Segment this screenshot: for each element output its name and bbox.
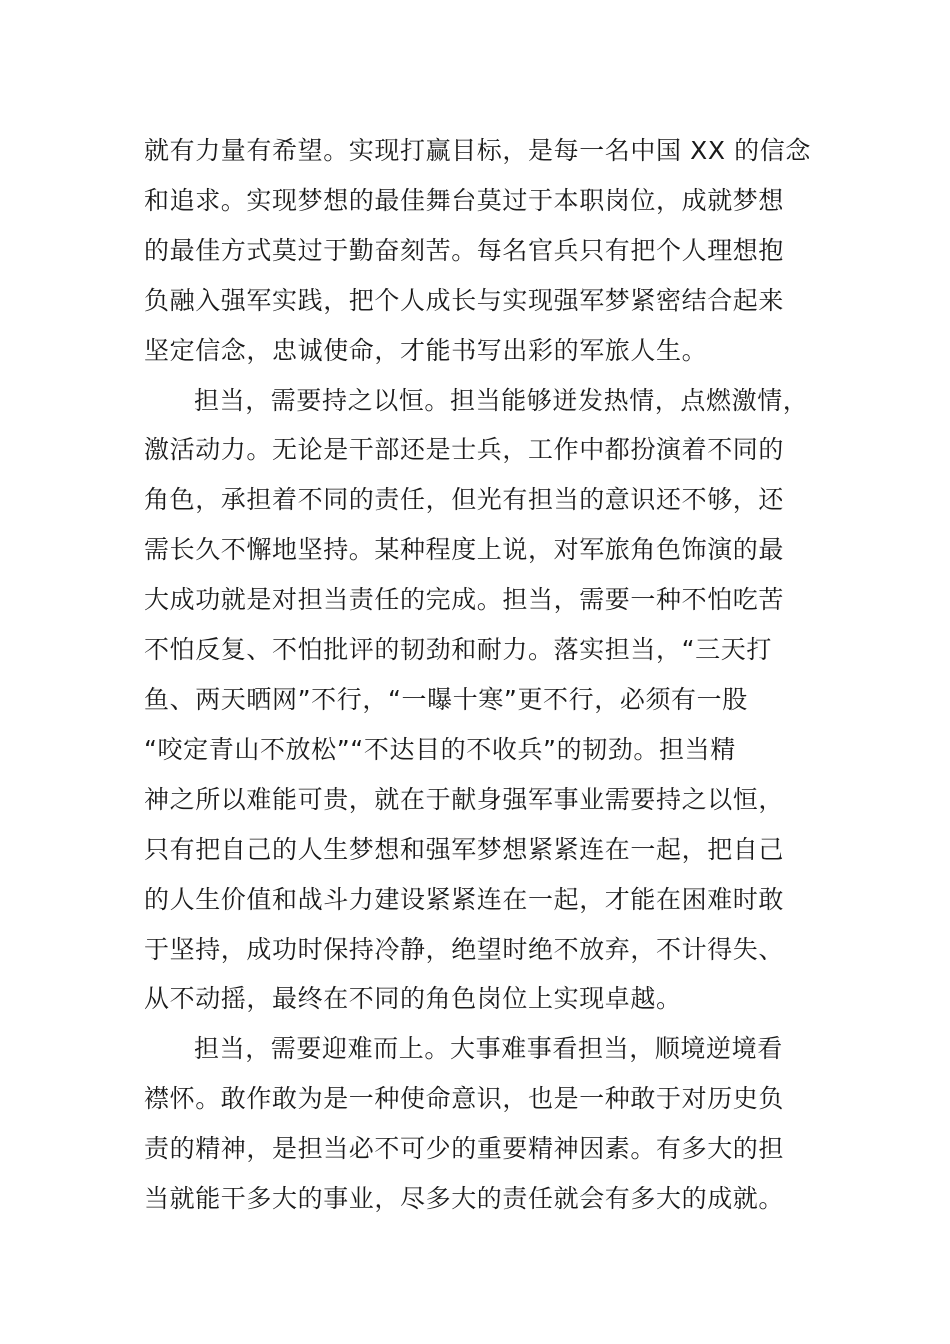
text-line: 就有力量有希望。实现打赢目标，是每一名中国 XX 的信念 (144, 136, 811, 165)
text-line: 当就能干多大的事业，尽多大的责任就会有多大的成就。 (144, 1184, 785, 1214)
text-line: 神之所以难能可贵，就在于献身强军事业需要持之以恒， (144, 784, 785, 814)
text-line: 责的精神，是担当必不可少的重要精神因素。有多大的担 (144, 1134, 785, 1164)
text-line: 鱼、两天晒网”不行，“一曝十寒”更不行，必须有一股 (144, 684, 748, 714)
paragraph-start-line: 担当，需要持之以恒。担当能够迸发热情，点燃激情， (194, 385, 809, 415)
text-line: 坚定信念，忠诚使命，才能书写出彩的军旅人生。 (144, 335, 708, 365)
text-line: 只有把自己的人生梦想和强军梦想紧紧连在一起，把自己 (144, 834, 785, 864)
text-line: 和追求。实现梦想的最佳舞台莫过于本职岗位，成就梦想 (144, 185, 785, 215)
text-line: 从不动摇，最终在不同的角色岗位上实现卓越。 (144, 984, 682, 1014)
text-line: 负融入强军实践，把个人成长与实现强军梦紧密结合起来 (144, 285, 785, 315)
text-line: 的人生价值和战斗力建设紧紧连在一起，才能在困难时敢 (144, 884, 785, 914)
body-text (144, 126, 812, 1224)
text-line: 大成功就是对担当责任的完成。担当，需要一种不怕吃苦 (144, 585, 785, 615)
text-line: 不怕反复、不怕批评的韧劲和耐力。落实担当，“三天打 (144, 635, 772, 665)
text-line: 的最佳方式莫过于勤奋刻苦。每名官兵只有把个人理想抱 (144, 235, 785, 265)
text-line: 需长久不懈地坚持。某种程度上说，对军旅角色饰演的最 (144, 535, 785, 565)
text-line: 于坚持，成功时保持冷静，绝望时绝不放弃，不计得失、 (144, 934, 785, 964)
text-line: 襟怀。敢作敢为是一种使命意识，也是一种敢于对历史负 (144, 1084, 785, 1114)
paragraph-start-line: 担当，需要迎难而上。大事难事看担当，顺境逆境看 (194, 1034, 783, 1064)
text-line: 角色，承担着不同的责任，但光有担当的意识还不够，还 (144, 485, 785, 515)
text-line: 激活动力。无论是干部还是士兵，工作中都扮演着不同的 (144, 435, 785, 465)
text-line: “咬定青山不放松”“不达目的不收兵”的韧劲。担当精 (144, 734, 736, 764)
